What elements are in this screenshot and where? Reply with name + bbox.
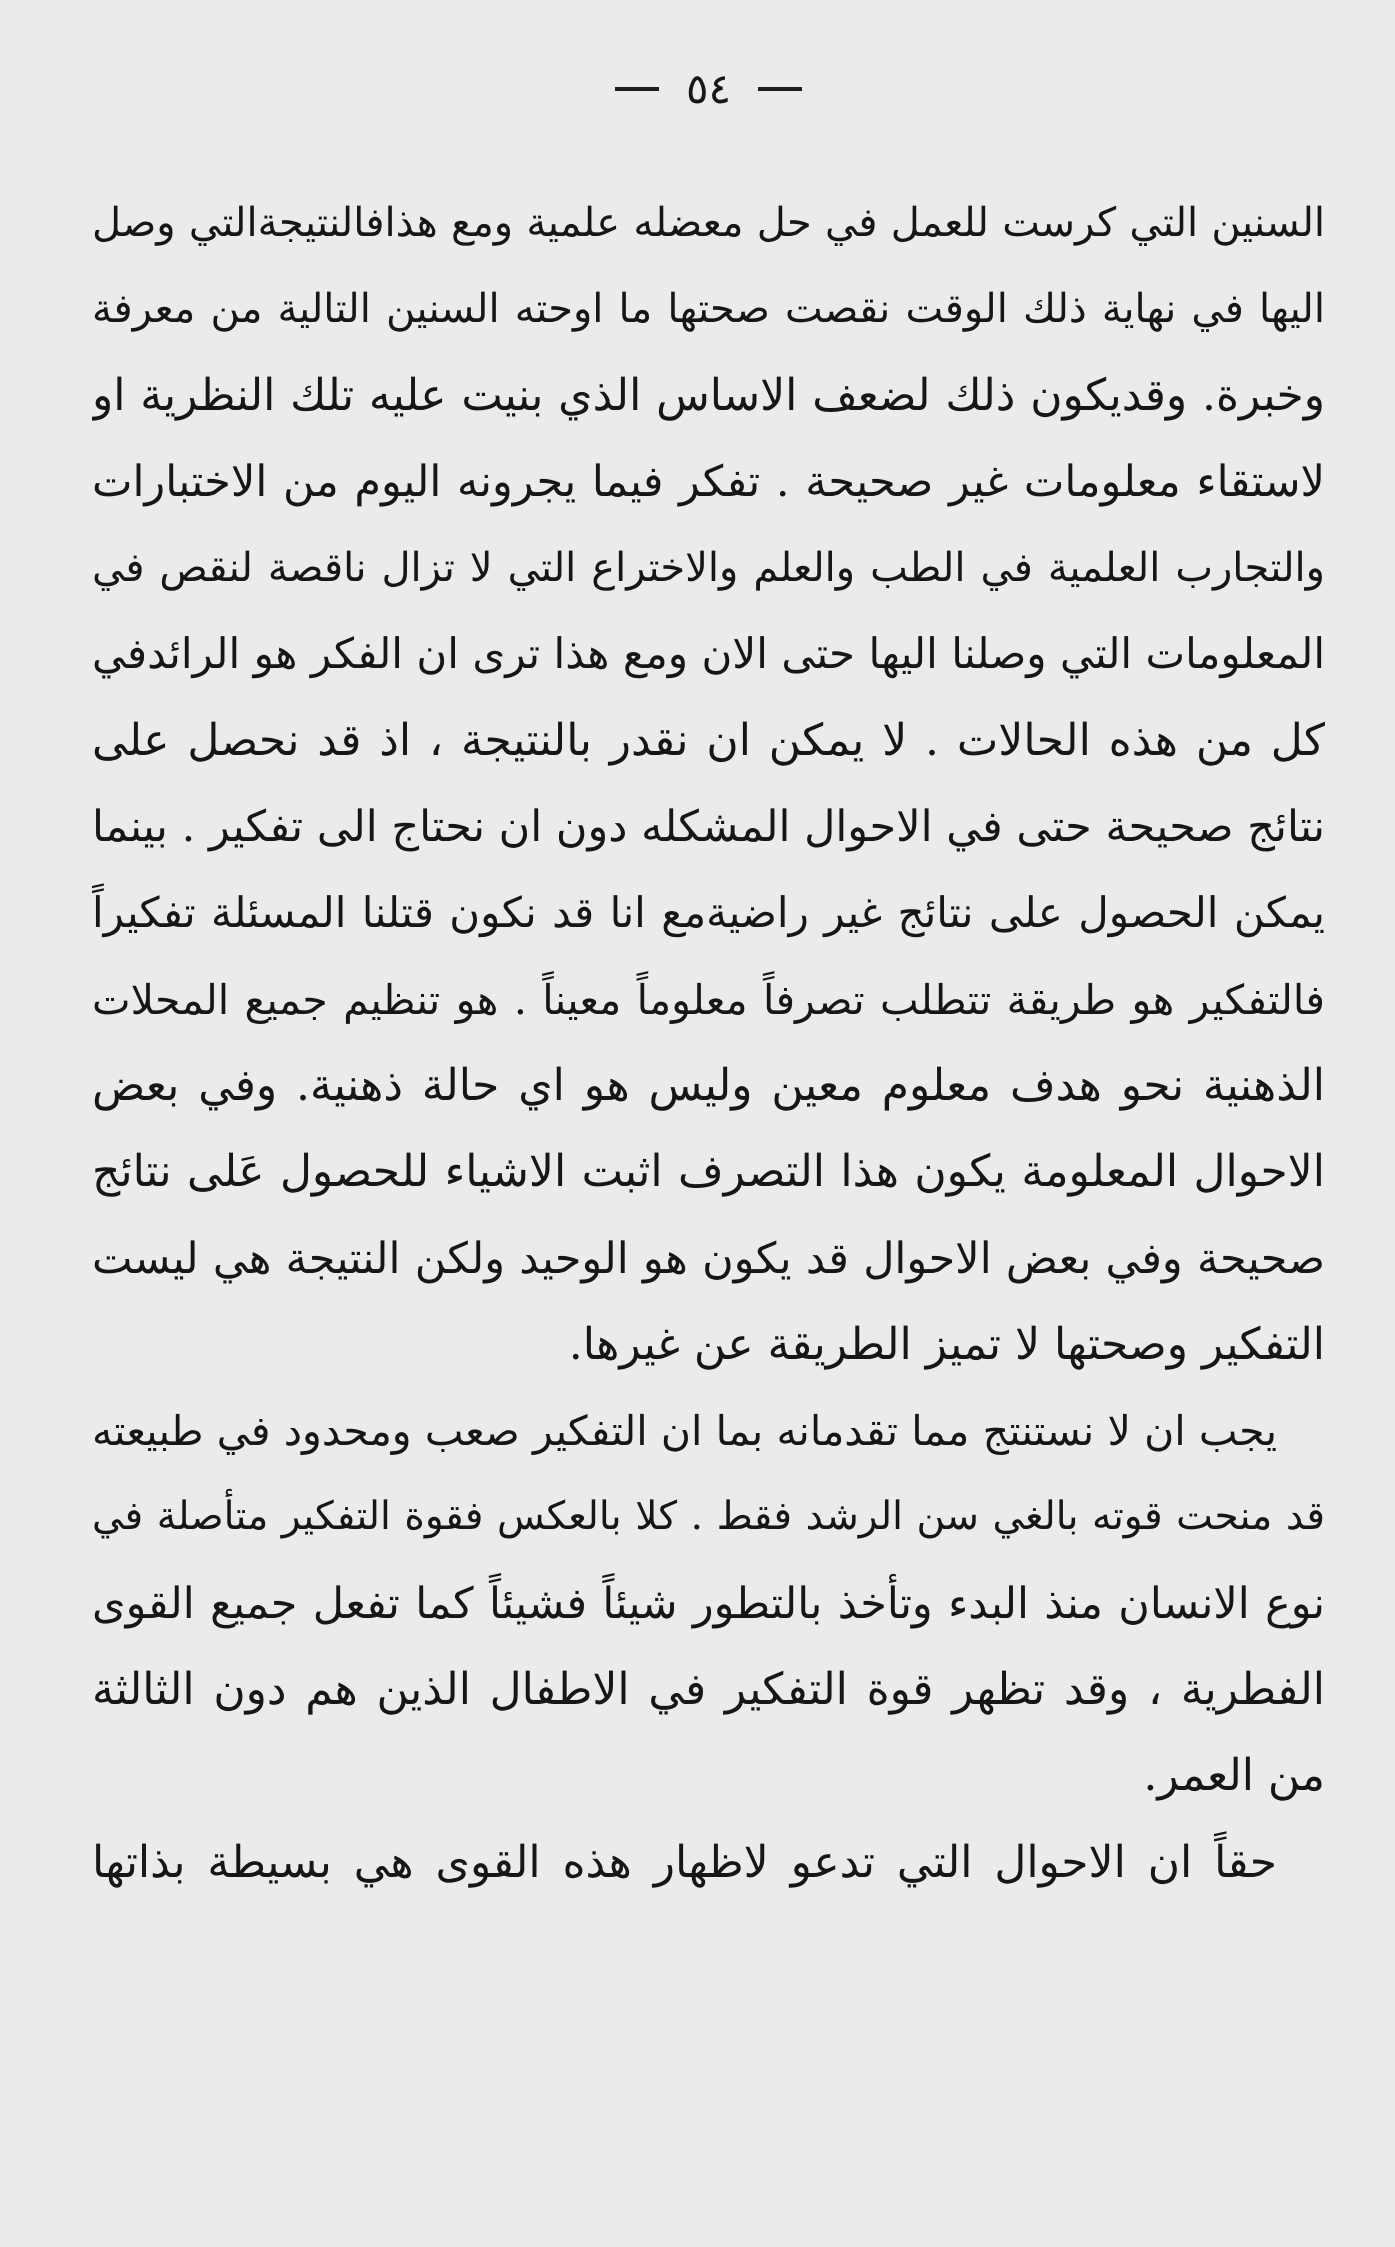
text-line: التفكير وصحتها لا تميز الطريقة عن غيرها. (568, 1318, 1325, 1370)
text-line: لاستقاء معلومات غير صحيحة . تفكر فيما يجرونه اليوم من الاختبارات (92, 456, 1325, 507)
text-line: اليها في نهاية ذلك الوقت نقصت صحتها ما اوحته السنين التالية من معرفة (92, 286, 1325, 333)
body-text (92, 180, 1325, 1906)
text-line: الذهنية نحو هدف معلوم معين وليس هو اي حالة ذهنية. وفي بعض (92, 1059, 1325, 1111)
page-number (92, 60, 1325, 120)
text-line: صحيحة وفي بعض الاحوال قد يكون هو الوحيد ولكن النتيجة هي ليست (92, 1233, 1325, 1284)
page-number-value: ٥٤ (685, 64, 732, 113)
text-line: حقاً ان الاحوال التي تدعو لاظهار هذه القوى هي بسيطة بذاتها (92, 1836, 1277, 1888)
text-line: قد منحت قوته بالغي سن الرشد فقط . كلا بالعكس فقوة التفكير متأصلة في (92, 1494, 1325, 1540)
text-line: نوع الانسان منذ البدء وتأخذ بالتطور شيئاً فشيئاً كما تفعل جميع القوى (92, 1578, 1325, 1629)
text-line: يجب ان لا نستنتج مما تقدمانه بما ان التفكير صعب ومحدود في طبيعته (92, 1407, 1277, 1456)
text-line: المعلومات التي وصلنا اليها حتى الان ومع هذا ترى ان الفكر هو الرائدفي (92, 629, 1325, 679)
text-line: فالتفكير هو طريقة تتطلب تصرفاً معلوماً معيناً . هو تنظيم جميع المحلات (92, 975, 1325, 1024)
text-line: كل من هذه الحالات . لا يمكن ان نقدر بالنتيجة ، اذ قد نحصل على (92, 714, 1325, 766)
text-line: يمكن الحصول على نتائج غير راضيةمع انا قد نكون قتلنا المسئلة تفكيراً (92, 888, 1325, 938)
page-number-dash-right (758, 87, 802, 91)
text-line: الفطرية ، وقد تظهر قوة التفكير في الاطفال الذين هم دون الثالثة (92, 1664, 1325, 1716)
text-line: السنين التي كرست للعمل في حل معضله علمية ومع هذافالنتيجةالتي وصل (92, 200, 1325, 246)
page-number-dash-left (615, 87, 659, 91)
text-line: من العمر. (1143, 1750, 1325, 1802)
text-line: وخبرة. وقديكون ذلك لضعف الاساس الذي بنيت عليه تلك النظرية او (92, 369, 1325, 421)
text-line: الاحوال المعلومة يكون هذا التصرف اثبت الاشياء للحصول عَلى نتائج (92, 1146, 1325, 1198)
text-line: نتائج صحيحة حتى في الاحوال المشكله دون ان نحتاج الى تفكير . بينما (92, 802, 1325, 853)
text-line: والتجارب العلمية في الطب والعلم والاختراع التي لا تزال ناقصة لنقص في (92, 545, 1325, 592)
